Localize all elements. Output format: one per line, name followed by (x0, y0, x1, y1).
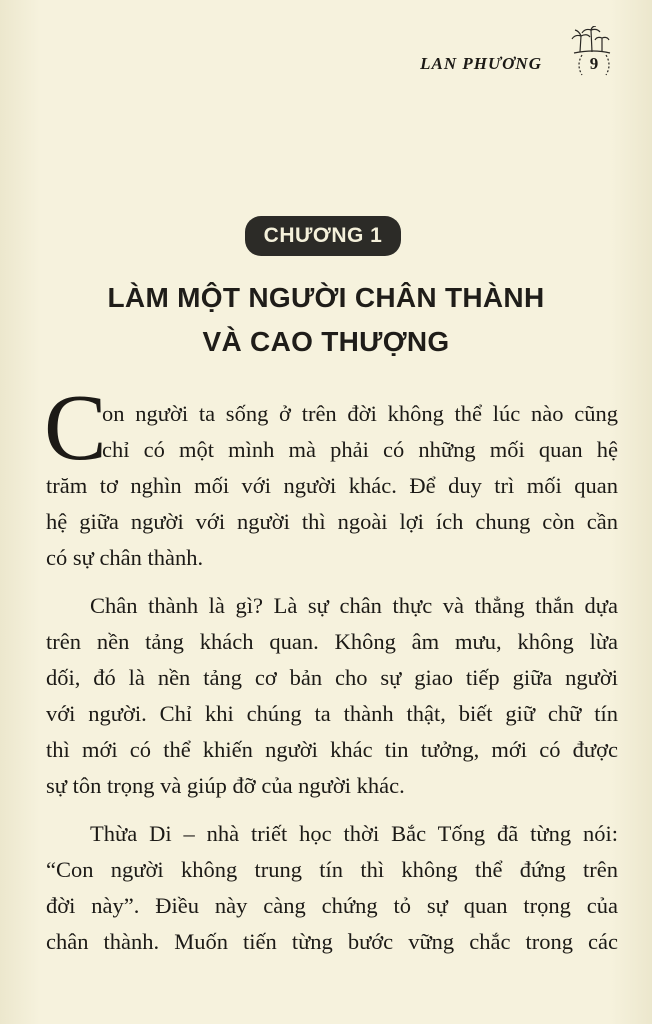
text-line: hệ giữa người với người thì ngoài lợi ích chung còn cần (46, 509, 618, 534)
text-line: có sự chân thành. (46, 545, 204, 570)
text-line: Chân thành là gì? Là sự chân thực và thẳng thắn dựa (90, 593, 618, 618)
page-number-ornament (576, 52, 612, 78)
text-line: Thừa Di – nhà triết học thời Bắc Tống đã từng nói: (90, 821, 618, 846)
text-line: “Con người không trung tín thì không thể đứng trên (46, 857, 618, 882)
text-line: trên nền tảng khách quan. Không âm mưu, không lừa (46, 629, 618, 654)
page-number: 9 (589, 54, 599, 73)
text-line: với người. Chỉ khi chúng ta thành thật, biết giữ chữ tín (46, 701, 618, 726)
chapter-label-badge: CHƯƠNG 1 (245, 216, 401, 256)
chapter-title-line-1: LÀM MỘT NGƯỜI CHÂN THÀNH (107, 282, 545, 313)
running-header (366, 26, 626, 86)
palm-tree-ornament-icon (566, 26, 614, 54)
text-line: on người ta sống ở trên đời không thể lúc nào cũng (102, 401, 618, 426)
chapter-title (0, 276, 652, 364)
text-line: sự tôn trọng và giúp đỡ của người khác. (46, 773, 405, 798)
text-line: trăm tơ nghìn mối với người khác. Để duy trì mối quan (46, 473, 618, 498)
text-line: dối, đó là nền tảng cơ bản cho sự giao tiếp giữa người (46, 665, 618, 690)
text-line: đời này”. Điều này càng chứng tỏ sự quan trọng của (46, 893, 618, 918)
drop-cap: C (44, 376, 107, 480)
text-line: thì mới có thể khiến người khác tin tưởng, mới có được (46, 737, 618, 762)
text-line: chỉ có một mình mà phải có những mối quan hệ (102, 437, 618, 462)
body-text (46, 396, 618, 960)
chapter-title-line-2: VÀ CAO THƯỢNG (202, 326, 450, 357)
running-header-author: LAN PHƯƠNG (420, 54, 542, 73)
text-line: chân thành. Muốn tiến từng bước vững chắc trong các (46, 929, 618, 954)
